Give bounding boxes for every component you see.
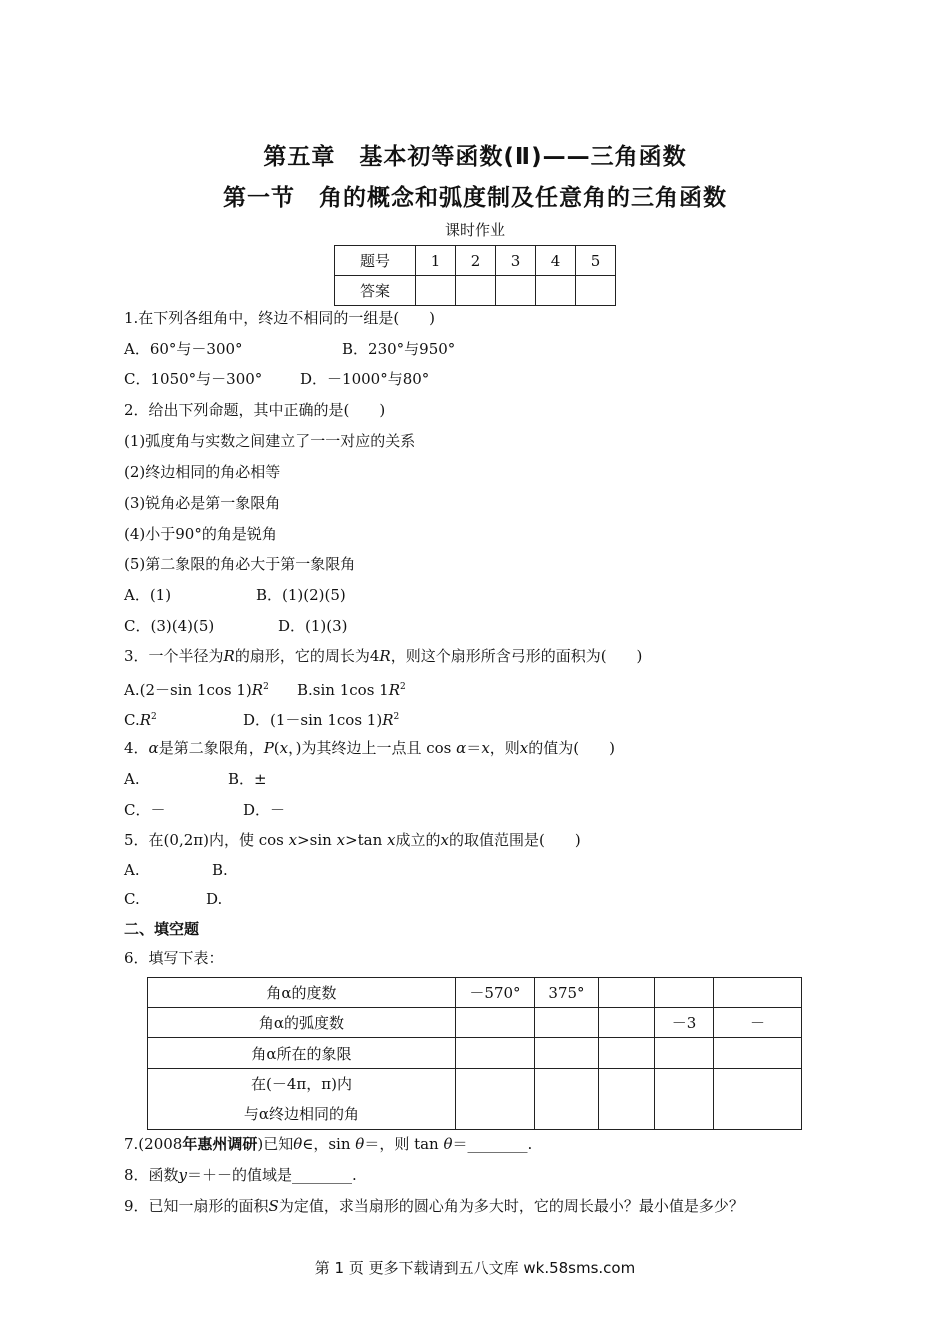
table-header: 题号 [335,246,416,276]
table-cell: －570° [456,978,535,1008]
table-row [148,1038,802,1069]
table-row [335,276,616,306]
table-cell: －3 [655,1008,714,1038]
table-cell [599,1008,655,1038]
table-header: 答案 [335,276,416,306]
table-cell [496,276,536,306]
table-row [148,978,802,1008]
table-cell [535,1008,599,1038]
q3-stem: 3．一个半径为R的扇形，它的周长为4R，则这个扇形所含弓形的面积为( ) [124,647,643,665]
q1-option-c: C．1050°与－300° [124,370,263,388]
row-label: 在(－4π，π)内 与α终边相同的角 [148,1069,456,1130]
table-cell [655,1069,714,1130]
q2-option-d: D．(1)(3) [278,617,348,635]
table-cell [599,978,655,1008]
q4-option-c: C．－ [124,801,166,819]
q2-prop-4: (4)小于90°的角是锐角 [124,525,277,543]
table-row [335,246,616,276]
q2-option-a: A．(1) [124,586,172,604]
q4-option-d: D．－ [243,801,286,819]
table-cell [655,1038,714,1069]
q1-option-a: A．60°与－300° [124,340,243,358]
table-cell: 1 [416,246,456,276]
q4-option-b: B．± [228,770,267,788]
homework-label: 课时作业 [444,221,505,239]
table-cell: 375° [535,978,599,1008]
q4-option-a: A. [124,770,140,788]
q5-stem: 5．在(0,2π)内，使 cos x>sin x>tan x成立的x的取值范围是( ) [124,831,581,849]
q9-stem: 9．已知一扇形的面积S为定值，求当扇形的圆心角为多大时，它的周长最小？最小值是多少？ [124,1197,744,1215]
q5-option-c: C. [124,890,140,908]
q2-option-c: C．(3)(4)(5) [124,617,215,635]
table-cell: 3 [496,246,536,276]
table-cell [416,276,456,306]
q6-stem: 6．填写下表： [124,949,224,967]
q5-option-b: B. [212,861,228,879]
table-cell [599,1069,655,1130]
table-row [148,1008,802,1038]
q2-prop-3: (3)锐角必是第一象限角 [124,494,281,512]
q7-stem: 7.(2008年惠州调研)已知θ∈，sin θ＝，则 tan θ＝________. [124,1135,533,1153]
q5-option-a: A. [124,861,140,879]
q8-stem: 8．函数y＝＋－的值域是________. [124,1166,357,1184]
q3-option-a: A.(2－sin 1cos $1)R^2$ [124,681,269,699]
table-cell [456,276,496,306]
table-cell: － [714,1008,802,1038]
page-footer: 第 1 页 更多下载请到五八文库 wk.58sms.com [314,1259,636,1277]
table-cell [535,1038,599,1069]
table-cell [456,1069,535,1130]
table-cell: 5 [576,246,616,276]
table-cell: 2 [456,246,496,276]
q3-option-c: $C.R^2$ [124,711,157,729]
q2-stem: 2．给出下列命题，其中正确的是( ) [124,401,386,419]
q4-stem: 4．α是第二象限角，P(x，)为其终边上一点且 cos α＝x，则x的值为( ) [124,739,615,757]
table-cell [714,1038,802,1069]
table-cell [456,1038,535,1069]
table-cell: 4 [536,246,576,276]
q1-stem: 1.在下列各组角中，终边不相同的一组是( ) [124,309,436,327]
section-title: 第一节 角的概念和弧度制及任意角的三角函数 [223,185,727,211]
chapter-title: 第五章 基本初等函数(Ⅱ)——三角函数 [263,144,687,170]
q2-option-b: B．(1)(2)(5) [256,586,346,604]
q2-prop-1: (1)弧度角与实数之间建立了一一对应的关系 [124,432,416,450]
row-label: 角α的弧度数 [148,1008,456,1038]
q2-prop-2: (2)终边相同的角必相等 [124,463,281,481]
answer-table [334,245,616,306]
q2-prop-5: (5)第二象限的角必大于第一象限角 [124,555,356,573]
q3-option-b: B.sin 1cos $1R^2$ [297,681,406,699]
table-cell [655,978,714,1008]
q1-option-b: B．230°与950° [342,340,456,358]
table-row [148,1069,802,1130]
table-cell [535,1069,599,1130]
section-heading: 二、填空题 [124,920,200,938]
table-cell [714,978,802,1008]
table-cell [536,276,576,306]
table-cell [576,276,616,306]
angle-table [147,977,802,1130]
q5-option-d: D. [206,890,223,908]
table-cell [599,1038,655,1069]
q3-option-d: D．(1－sin 1cos $1)R^2$ [243,711,400,729]
row-label: 角α的度数 [148,978,456,1008]
table-cell [714,1069,802,1130]
q1-option-d: D．－1000°与80° [300,370,430,388]
row-label: 角α所在的象限 [148,1038,456,1069]
table-cell [456,1008,535,1038]
